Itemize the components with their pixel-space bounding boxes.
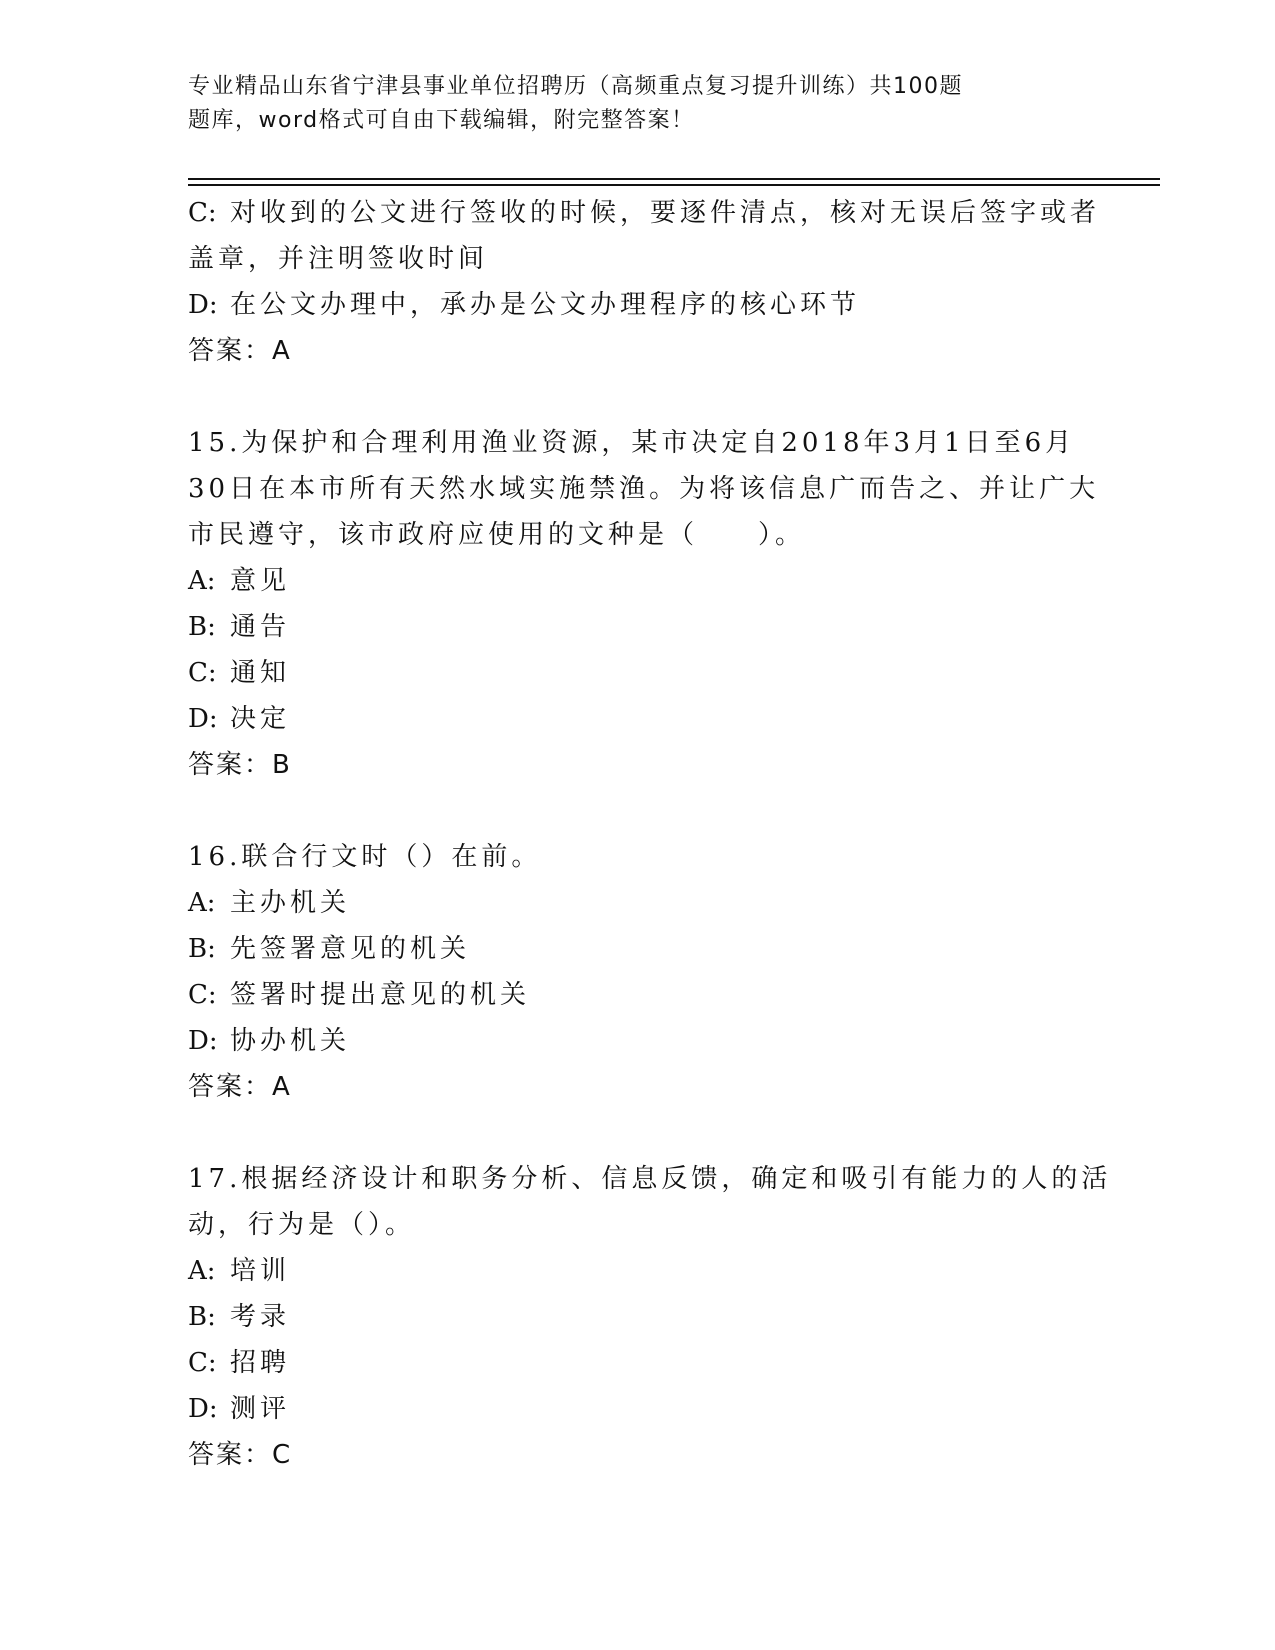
option-c-continued: 盖章，并注明签收时间 — [188, 244, 489, 274]
option-d: D: 测评 — [188, 1394, 291, 1424]
question-17 — [188, 1156, 1112, 1478]
document-header — [188, 70, 1038, 138]
answer-line: 答案：B — [188, 750, 292, 780]
header-title-line-1: 专业精品山东省宁津县事业单位招聘历（高频重点复习提升训练）共100题 — [188, 74, 963, 99]
option-c: C: 对收到的公文进行签收的时候，要逐件清点，核对无误后签字或者 — [188, 198, 1101, 228]
header-divider-bottom — [188, 184, 1160, 186]
option-d: D: 在公文办理中，承办是公文办理程序的核心环节 — [188, 290, 861, 320]
question-stem-line-1: 17.根据经济设计和职务分析、信息反馈，确定和吸引有能力的人的活 — [188, 1164, 1112, 1194]
answer-line: 答案：A — [188, 1072, 292, 1102]
question-stem-line-2: 30日在本市所有天然水域实施禁渔。为将该信息广而告之、并让广大 — [188, 474, 1100, 504]
question-stem-line-3: 市民遵守，该市政府应使用的文种是（ ）。 — [188, 520, 806, 550]
spacer — [188, 788, 1088, 834]
option-c: C: 招聘 — [188, 1348, 291, 1378]
option-b: B: 通告 — [188, 612, 291, 642]
question-stem-line-1: 16.联合行文时（）在前。 — [188, 842, 542, 872]
spacer — [188, 374, 1088, 420]
question-list — [188, 190, 1112, 1478]
option-b: B: 先签署意见的机关 — [188, 934, 471, 964]
answer-line: 答案：C — [188, 1440, 293, 1470]
answer-line: 答案：A — [188, 336, 292, 366]
option-c: C: 签署时提出意见的机关 — [188, 980, 531, 1010]
option-a: A: 主办机关 — [188, 888, 351, 918]
option-b: B: 考录 — [188, 1302, 291, 1332]
spacer — [188, 1110, 1088, 1156]
option-c: C: 通知 — [188, 658, 291, 688]
option-a: A: 培训 — [188, 1256, 291, 1286]
option-d: D: 决定 — [188, 704, 291, 734]
question-stem-line-2: 动，行为是（）。 — [188, 1210, 416, 1240]
header-divider-top — [188, 178, 1160, 180]
question-16 — [188, 834, 1088, 1110]
option-d: D: 协办机关 — [188, 1026, 351, 1056]
header-title-line-2: 题库，word格式可自由下载编辑，附完整答案！ — [188, 108, 695, 133]
question-14-continued — [188, 190, 1101, 374]
option-a: A: 意见 — [188, 566, 291, 596]
question-15 — [188, 420, 1100, 788]
question-stem-line-1: 15.为保护和合理利用渔业资源，某市决定自2018年3月1日至6月 — [188, 428, 1076, 458]
